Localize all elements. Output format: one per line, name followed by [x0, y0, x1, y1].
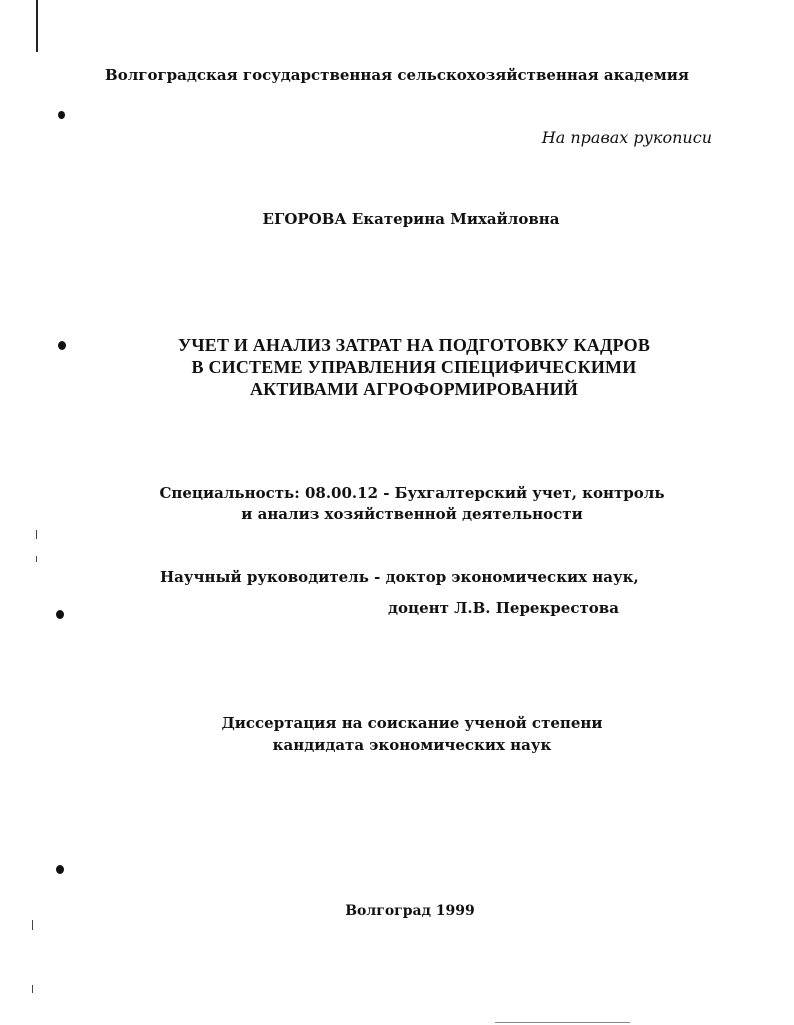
- scan-speck: [36, 556, 37, 562]
- supervisor-line-1: Научный руководитель - доктор экономических наук,: [160, 568, 639, 586]
- degree-line-2: кандидата экономических наук: [272, 736, 552, 754]
- binding-edge-line: [36, 0, 38, 52]
- manuscript-note: На правах рукописи: [541, 128, 712, 147]
- institution-name: Волгоградская государственная сельскохозяйственная академия: [105, 66, 689, 84]
- author-name: ЕГОРОВА Екатерина Михайловна: [262, 210, 560, 228]
- degree-line-1: Диссертация на соискание ученой степени: [221, 714, 603, 732]
- city-year: Волгоград 1999: [345, 903, 475, 919]
- supervisor-line-2: доцент Л.В. Перекрестова: [388, 599, 619, 617]
- scan-speck: [56, 865, 64, 874]
- specialty-line-2: и анализ хозяйственной деятельности: [241, 505, 583, 523]
- scan-speck: [58, 341, 66, 350]
- specialty-line-1: Специальность: 08.00.12 - Бухгалтерский учет, контроль: [159, 484, 665, 502]
- scan-artifact-line: [495, 1022, 630, 1023]
- dissertation-title-line-3: АКТИВАМИ АГРОФОРМИРОВАНИЙ: [249, 379, 579, 399]
- scan-speck: [36, 530, 37, 539]
- scan-speck: [56, 610, 64, 619]
- scan-speck: [58, 111, 65, 119]
- scan-speck: [32, 920, 33, 930]
- scan-speck: [32, 985, 33, 993]
- dissertation-title-line-2: В СИСТЕМЕ УПРАВЛЕНИЯ СПЕЦИФИЧЕСКИМИ: [191, 357, 637, 377]
- dissertation-title-line-1: УЧЕТ И АНАЛИЗ ЗАТРАТ НА ПОДГОТОВКУ КАДРОВ: [177, 335, 651, 355]
